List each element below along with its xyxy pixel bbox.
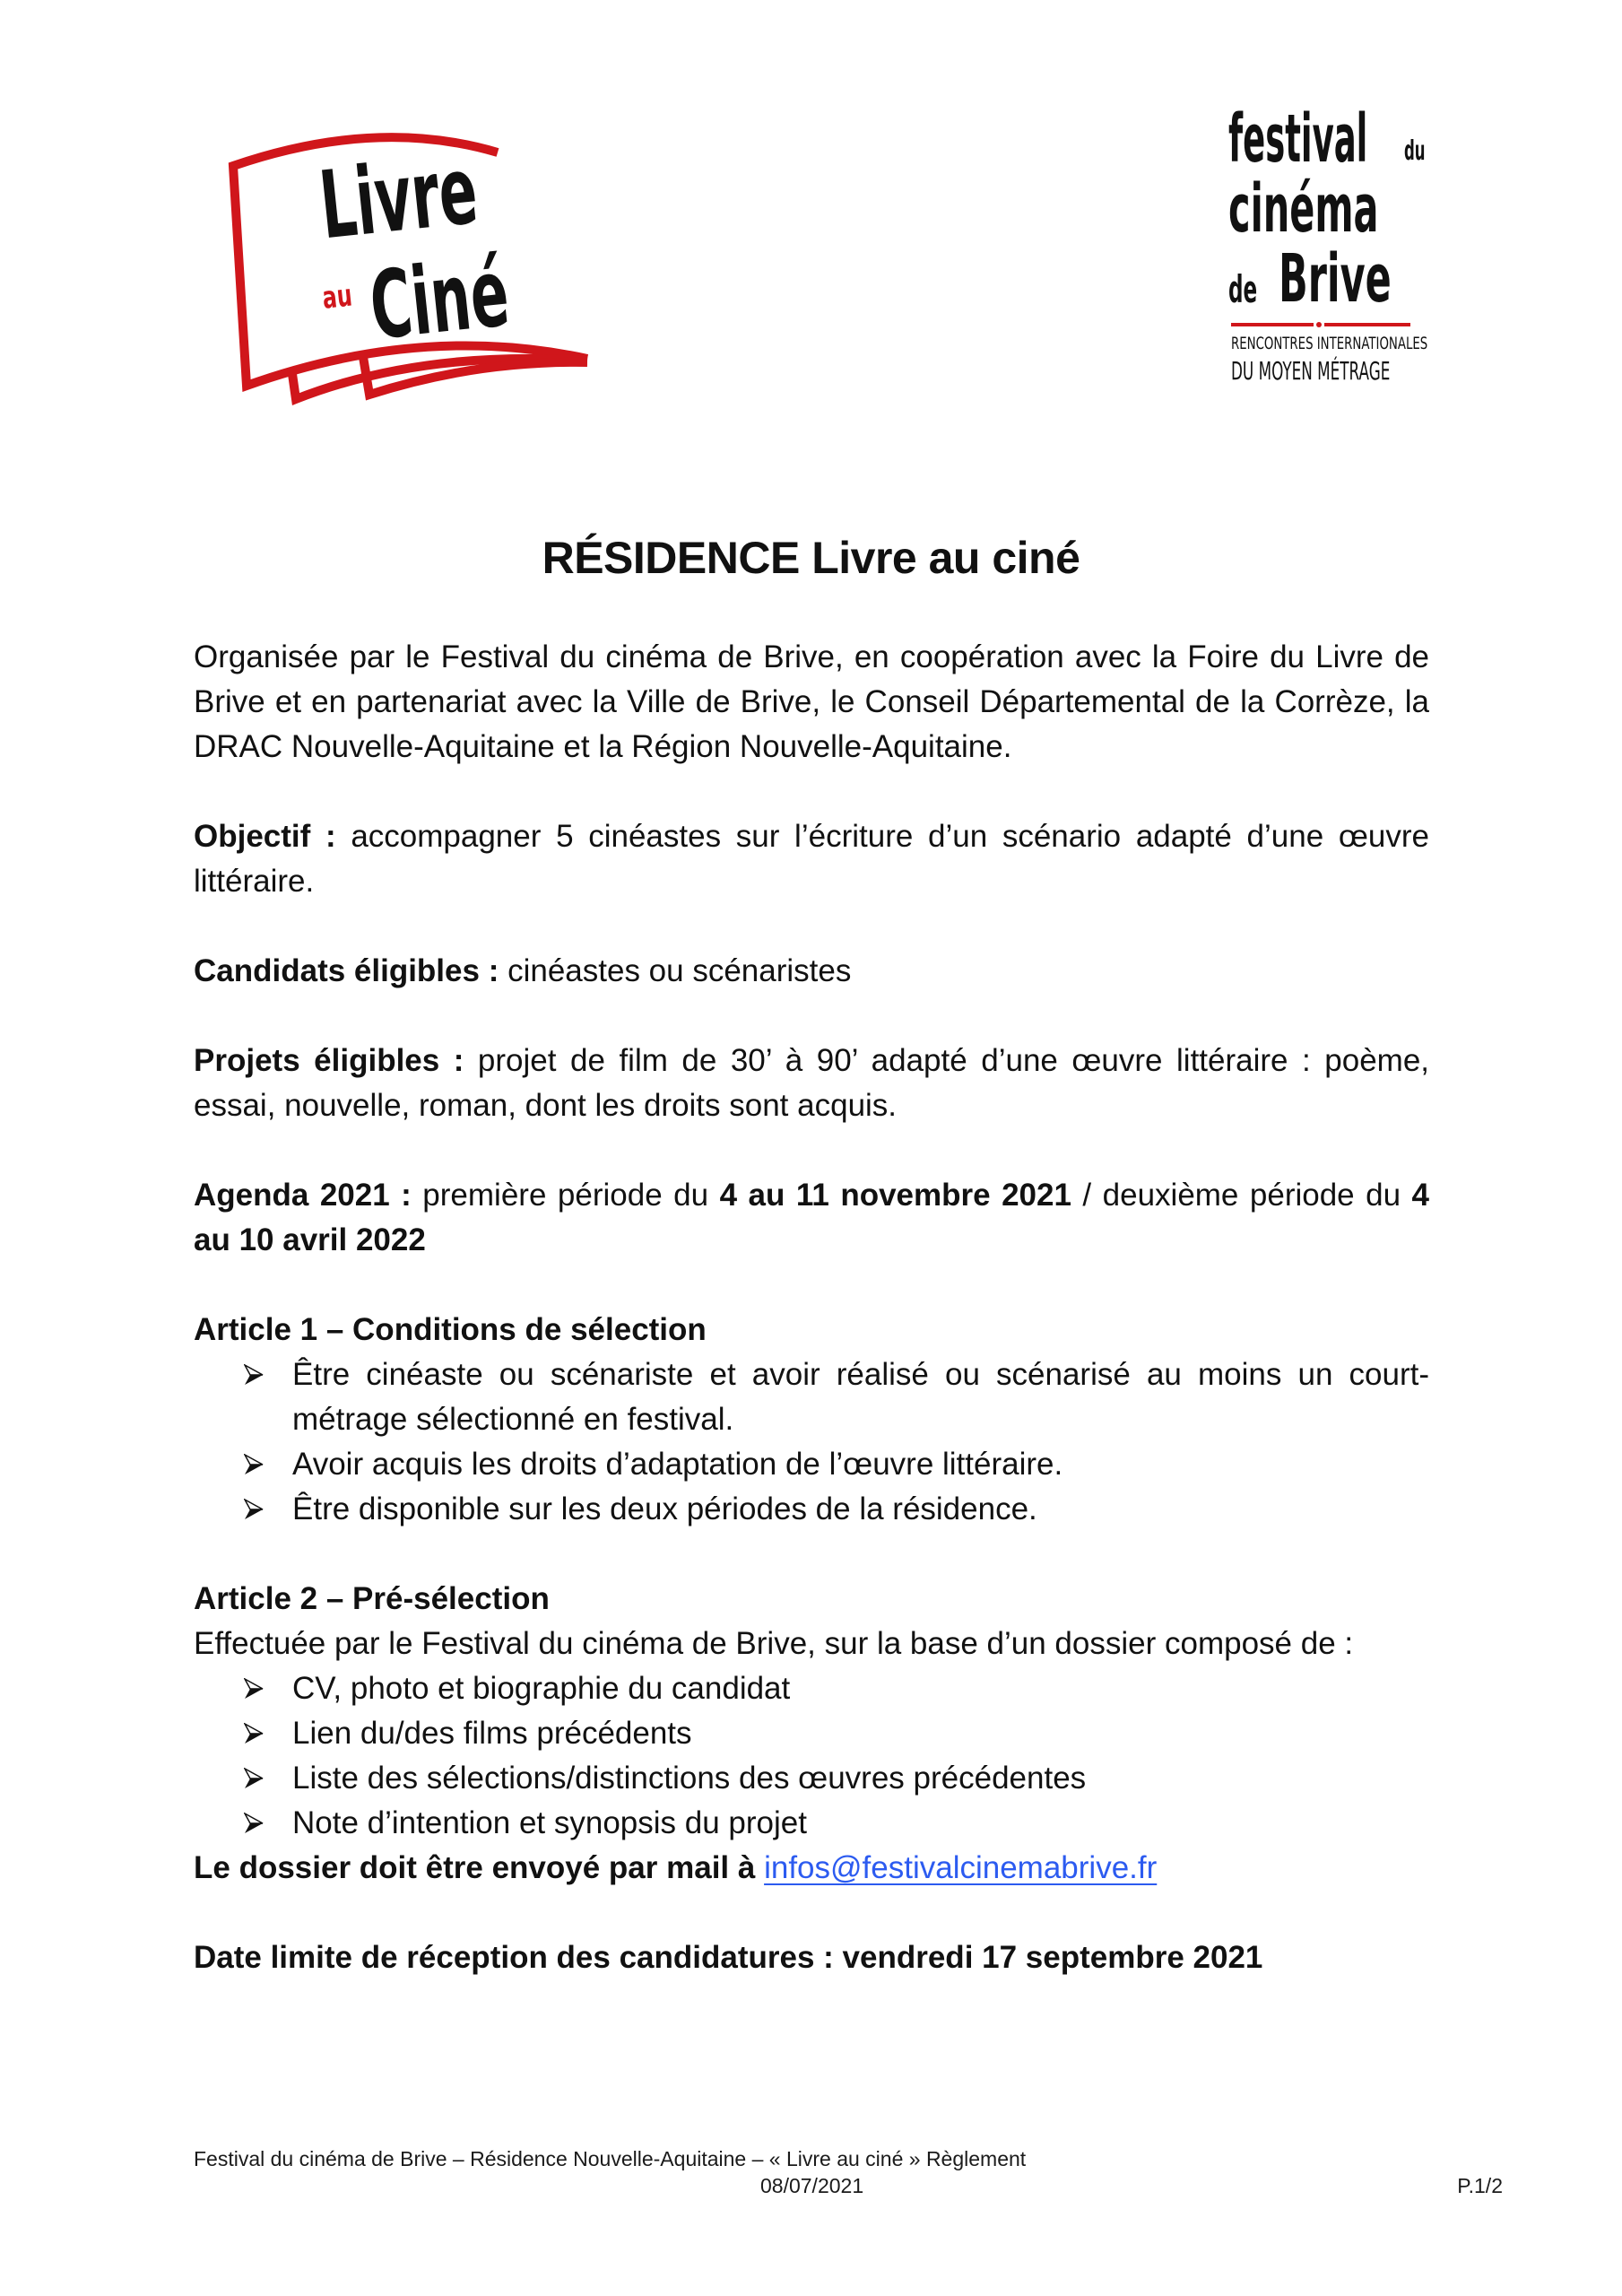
projets-label: Projets éligibles : <box>194 1043 464 1078</box>
footer-title: Festival du cinéma de Brive – Résidence Nouvelle-Aquitaine – « Livre au ciné » Règlement <box>194 2147 1027 2170</box>
objectif-text: accompagner 5 cinéastes sur l’écriture d’un scénario adapté d’une œuvre littéraire. <box>194 819 1429 899</box>
page-footer <box>194 2145 1503 2199</box>
list-item-text: Être cinéaste ou scénariste et avoir réalisé ou scénarisé au moins un court-métrage sélectionné en festival. <box>292 1357 1429 1437</box>
agenda-text-2: / deuxième période du <box>1071 1178 1412 1213</box>
article-2-list <box>194 1666 1429 1846</box>
logo-subtitle-2: DU MOYEN MÉTRAGE <box>1231 356 1391 386</box>
deadline <box>194 1935 1429 1980</box>
arrow-bullet-icon <box>244 1723 264 1744</box>
list-item-text: Lien du/des films précédents <box>292 1716 692 1751</box>
logo-text-au: au <box>320 277 354 317</box>
arrow-bullet-icon <box>244 1364 264 1386</box>
logo-text-brive: Brive <box>1279 240 1392 317</box>
logo-text-livre: Livre <box>315 135 482 261</box>
list-item <box>194 1352 1429 1442</box>
logo-text-cine: Ciné <box>365 237 514 361</box>
list-item <box>194 1756 1429 1801</box>
list-item-text: Note d’intention et synopsis du projet <box>292 1805 807 1840</box>
footer-date: 08/07/2021 <box>760 2174 864 2197</box>
article-2-heading <box>194 1577 1429 1622</box>
logo-text-du: du <box>1404 135 1426 167</box>
list-item-text: Liste des sélections/distinctions des œuvres précédentes <box>292 1761 1087 1796</box>
candidats-text: cinéastes ou scénaristes <box>499 953 852 988</box>
arrow-bullet-icon <box>244 1454 264 1475</box>
list-item <box>194 1487 1429 1532</box>
logo-subtitle-1: RENCONTRES INTERNATIONALES <box>1231 334 1428 353</box>
agenda-label: Agenda 2021 : <box>194 1178 412 1213</box>
deadline-text: Date limite de réception des candidatures : vendredi 17 septembre 2021 <box>194 1940 1263 1975</box>
projets-text: projet de film de 30’ à 90’ adapté d’une œuvre littéraire : poème, essai, nouvelle, roman, dont les droits sont acquis. <box>194 1043 1430 1123</box>
article-1-heading <box>194 1308 1429 1352</box>
mail-instruction <box>194 1846 1429 1891</box>
article-2-heading-text: Article 2 – Pré-sélection <box>194 1581 550 1616</box>
arrow-bullet-icon <box>244 1678 264 1700</box>
page-number: P.1/2 <box>1457 2174 1503 2197</box>
email-link[interactable]: infos@festivalcinemabrive.fr <box>764 1850 1158 1885</box>
list-item <box>194 1711 1429 1756</box>
article-1-list <box>194 1352 1429 1532</box>
livre-au-cine-logo <box>215 126 592 430</box>
agenda-paragraph <box>194 1173 1429 1263</box>
document-title: RÉSIDENCE Livre au ciné <box>542 533 1080 583</box>
logo-text-de: de <box>1228 267 1258 311</box>
logo-text-cinema: cinéma <box>1228 170 1379 248</box>
list-item <box>194 1801 1429 1846</box>
spacer <box>194 1532 1429 1577</box>
projets-paragraph <box>194 1039 1429 1128</box>
intro-paragraph: Organisée par le Festival du cinéma de Brive, en coopération avec la Foire du Livre de Brive et en partenariat avec la Ville de Brive, le Conseil Départemental de la Corrèze, la DRAC Nouvelle-Aquitaine et la Région Nouvelle-Aquitaine. <box>194 639 1429 764</box>
document-body <box>194 635 1429 2025</box>
article-2-intro: Effectuée par le Festival du cinéma de Brive, sur la base d’un dossier composé de : <box>194 1626 1354 1661</box>
candidats-label: Candidats éligibles : <box>194 953 499 988</box>
list-item <box>194 1666 1429 1711</box>
agenda-text-1: première période du <box>411 1178 720 1213</box>
logo-red-rule <box>1231 321 1410 328</box>
festival-cinema-brive-logo <box>1228 100 1444 402</box>
agenda-date-1: 4 au 11 novembre 2021 <box>719 1178 1071 1213</box>
candidats-paragraph <box>194 949 1429 994</box>
objectif-label: Objectif : <box>194 819 336 854</box>
arrow-bullet-icon <box>244 1499 264 1520</box>
arrow-bullet-icon <box>244 1768 264 1789</box>
arrow-bullet-icon <box>244 1813 264 1834</box>
list-item <box>194 1442 1429 1487</box>
list-item-text: CV, photo et biographie du candidat <box>292 1671 791 1706</box>
logo-text-festival: festival <box>1228 100 1368 178</box>
mail-label: Le dossier doit être envoyé par mail à <box>194 1850 765 1885</box>
list-item-text: Avoir acquis les droits d’adaptation de l’œuvre littéraire. <box>292 1447 1063 1482</box>
agenda-date-2: 4 au 10 avril 2022 <box>194 1178 1430 1257</box>
footer-line-2 <box>194 2172 1503 2199</box>
objectif-paragraph <box>194 814 1429 904</box>
list-item-text: Être disponible sur les deux périodes de la résidence. <box>292 1492 1037 1526</box>
article-1-heading-text: Article 1 – Conditions de sélection <box>194 1312 707 1347</box>
